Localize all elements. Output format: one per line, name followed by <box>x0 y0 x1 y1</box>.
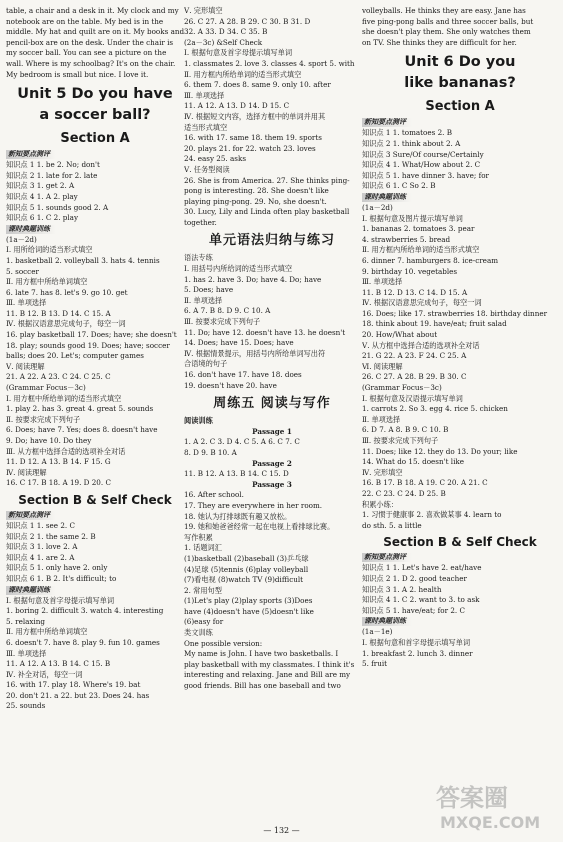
text-line: 知识点 6 1. C So 2. B <box>362 181 436 191</box>
column-left <box>6 6 184 712</box>
text-line: notebook are on the table. My bed is in the <box>6 16 164 26</box>
text-line: Ⅲ. 按要求完成下列句子 <box>184 317 261 327</box>
knowledge-list-b <box>6 521 184 585</box>
text-line: 6. Does; have 7. Yes; does 8. doesn't have <box>6 425 158 435</box>
text-line: (Grammar Focus－3c) <box>362 383 442 393</box>
text-line: Ⅰ. 用所给词的适当形式填空 <box>6 245 93 255</box>
text-line: 11. Do; have 12. doesn't have 13. he doesn't <box>184 327 346 337</box>
text-line: My name is John. I have two basketballs. I <box>184 649 339 659</box>
tag-practice-right: 课时典题训练 <box>362 193 412 202</box>
text-line: 21. G 22. A 23. F 24. C 25. A <box>362 351 467 361</box>
text-line: (2a－3c) &Self Check <box>184 37 263 47</box>
text-line: 21. A 22. A 23. C 24. C 25. C <box>6 372 111 382</box>
text-line: Ⅳ. 根据汉语意思完成句子，每空一词 <box>6 319 126 329</box>
text-line: Ⅰ. 根据句意及首字母提示填写单词 <box>184 48 293 58</box>
tag-knowledge-b-right: 新知要点测评 <box>362 553 412 562</box>
text-line: 合语境的句子 <box>184 359 228 369</box>
text-line: (7)看电视 (8)watch TV (9)difficult <box>184 575 304 585</box>
text-line: 知识点 1 1. Let's have 2. eat/have <box>362 563 482 573</box>
text-line: (1a－1e) <box>362 627 393 637</box>
text-line: Ⅱ. 用方框中所给单词填空 <box>6 627 88 637</box>
text-line: 16. with 17. same 18. them 19. sports <box>184 133 322 143</box>
top-list <box>184 6 360 228</box>
text-line: 1. 话题词汇 <box>184 543 222 553</box>
text-line: play basketball with my classmates. I think it's <box>184 659 355 669</box>
text-line: 知识点 4 1. C 2. want to 3. to ask <box>362 595 480 605</box>
text-line: Ⅰ. 根据句意和首字母提示填写单词 <box>362 637 471 647</box>
text-line: 知识点 1 1. tomatoes 2. B <box>362 128 453 138</box>
practice-list-b <box>6 596 184 713</box>
text-line: 18. 她认为打排球既有趣又放松。 <box>184 511 292 521</box>
watermark-domain: MXQE.COM <box>440 813 541 832</box>
text-line: 知识点 5 1. sounds good 2. A <box>6 202 109 212</box>
text-line: 25. sounds <box>6 701 46 711</box>
unit5-title-line1: Unit 5 Do you have <box>17 86 173 103</box>
text-line: Ⅲ. 单项选择 <box>6 298 47 308</box>
text-line: 16. don't have 17. have 18. does <box>184 370 302 379</box>
text-line: 11. A 12. A 13. B 14. C 15. B <box>6 659 111 669</box>
text-line: 6. D 7. A 8. B 9. C 10. B <box>362 425 449 435</box>
text-line: Ⅵ. 阅读理解 <box>362 361 403 371</box>
text-line: on TV. She thinks they are difficult for her. <box>362 37 517 47</box>
text-line: 适当形式填空 <box>184 122 228 132</box>
text-line: 知识点 5 1. only have 2. only <box>6 563 108 573</box>
passage2-heading: Passage 2 <box>252 458 292 468</box>
text-line: Ⅴ. 完形填空 <box>184 6 223 15</box>
text-line: Ⅰ. 根据句意及汉语提示填写单词 <box>362 393 463 403</box>
text-line: 22. C 23. C 24. D 25. B <box>362 488 446 498</box>
text-line: 知识点 6 1. C 2. play <box>6 213 79 223</box>
knowledge-list <box>6 160 184 224</box>
text-line: 6. A 7. B 8. D 9. C 10. A <box>184 306 271 316</box>
text-line: 知识点 3 1. A 2. health <box>362 584 442 594</box>
text-line: 积累小练： <box>362 499 398 509</box>
text-line: 知识点 2 1. the same 2. B <box>6 531 96 541</box>
text-line: Ⅳ. 根据短文内容，选择方框中的单词并用其 <box>184 111 326 121</box>
text-line: Ⅲ. 单项选择 <box>6 648 47 658</box>
text-line: 11. B 12. B 13. D 14. C 15. A <box>6 308 111 318</box>
reading-heading: 阅读训练 <box>184 416 213 426</box>
text-line: 16. play basketball 17. Does; have; she doesn't <box>6 330 177 340</box>
text-line: (6)easy for <box>184 617 224 627</box>
text-line: Ⅴ. 从方框中选择合适的选项补全对话 <box>362 340 480 350</box>
text-line: 6. doesn't 7. have 8. play 9. fun 10. games <box>6 637 160 647</box>
watermark-logo <box>432 776 556 836</box>
unit5-title <box>6 84 184 126</box>
text-line: Ⅳ. 阅读理解 <box>6 467 47 477</box>
unit6-title-line1: Unit 6 Do you <box>404 54 516 71</box>
tag-practice-b-right: 课时典题训练 <box>362 617 412 626</box>
text-line: 知识点 3 1. love 2. A <box>6 542 78 552</box>
text-line: Ⅰ. 根据句意及图片提示填写单词 <box>362 213 463 223</box>
text-line: 知识点 6 1. B 2. It's difficult; to <box>6 573 117 583</box>
text-line: table, a chair and a desk in it. My clock and my <box>6 6 179 15</box>
text-line: 18. play; sounds good 19. Does; have; soccer <box>6 340 170 350</box>
text-line: 26. C 27. A 28. B 29. C 30. B 31. D <box>184 16 311 26</box>
tag-practice-b: 课时典题训练 <box>6 586 56 595</box>
text-line: middle. My hat and quilt are on it. My books and <box>6 27 184 37</box>
text-line: 知识点 1 1. be 2. No; don't <box>6 160 100 170</box>
text-line: 知识点 2 1. D 2. good teacher <box>362 573 467 583</box>
text-line: my soccer ball. You can see a picture on the <box>6 48 167 58</box>
text-line: (1a－2d) <box>6 234 37 244</box>
text-line: Ⅲ. 从方框中选择合适的选项补全对话 <box>6 446 126 456</box>
text-line: 1. carrots 2. So 3. egg 4. rice 5. chicken <box>362 404 508 414</box>
text-line: 1. has 2. have 3. Do; have 4. Do; have <box>184 274 322 284</box>
text-line: five ping-pong balls and three soccer balls, but <box>362 16 534 26</box>
text-line: 6. dinner 7. hamburgers 8. ice-cream <box>362 255 499 265</box>
text-line: (1)basketball (2)baseball (3)乒乓球 <box>184 553 309 563</box>
text-line: Ⅱ. 用方框内所给单词的适当形式填空 <box>184 69 302 79</box>
text-line: have (4)doesn't have (5)doesn't like <box>184 606 314 616</box>
text-line: Ⅰ. 根据句意及首字母提示填写单词 <box>6 595 115 605</box>
text-line: Ⅳ. 完形填空 <box>362 467 403 477</box>
section-b-heading: Section B & Self Check <box>18 492 172 507</box>
text-line: Ⅲ. 单项选择 <box>362 277 403 287</box>
text-line: One possible version: <box>184 638 263 648</box>
tag-knowledge-right: 新知要点测评 <box>362 118 412 127</box>
section-a-heading-right: Section A <box>425 99 495 115</box>
text-line: 5. fruit <box>362 659 388 669</box>
text-line: Ⅲ. 单项选择 <box>184 90 225 100</box>
text-line: 1. 习惯于健康事 2. 喜欢做某事 4. learn to <box>362 510 502 520</box>
unit6-title <box>362 52 558 94</box>
text-line: 16. C 17. B 18. A 19. D 20. C <box>6 478 111 488</box>
text-line: 写作积累 <box>184 532 213 542</box>
text-line: 1. bananas 2. tomatoes 3. pear <box>362 224 475 234</box>
text-line: volleyballs. He thinks they are easy. Jane has <box>362 6 526 15</box>
text-line: 14. Does; have 15. Does; have <box>184 338 294 348</box>
text-line: Ⅳ. 根据情景提示，用括号内所给单词写出符 <box>184 348 326 358</box>
text-line: My bedroom is small but nice. I love it. <box>6 69 149 79</box>
practice-list <box>6 235 184 489</box>
text-line: 1. play 2. has 3. great 4. great 5. sounds <box>6 404 154 414</box>
text-line: good friends. Bill has one baseball and two <box>184 681 341 691</box>
text-line: do sth. 5. a little <box>362 520 422 530</box>
text-line: 11. B 12. A 13. B 14. C 15. D <box>184 469 289 479</box>
text-line: 知识点 2 1. late for 2. late <box>6 170 98 180</box>
text-line: together. <box>184 217 217 227</box>
text-line: Ⅲ. 按要求完成下列句子 <box>362 436 439 445</box>
text-line: Ⅱ. 用方框中所给单词填空 <box>6 277 88 287</box>
text-line: 知识点 3 1. get 2. A <box>6 181 75 191</box>
text-line: 知识点 1 1. see 2. C <box>6 520 75 530</box>
practice-list-right <box>362 203 558 531</box>
unit-review-heading: 单元语法归纳与练习 <box>208 233 335 249</box>
text-line: 32. A 33. D 34. C 35. B <box>184 27 268 37</box>
unit6-title-line2: like bananas? <box>404 75 516 92</box>
text-line: 知识点 4 1. A 2. play <box>6 191 78 201</box>
text-line: Ⅳ. 根据汉语意思完成句子，每空一词 <box>362 298 482 308</box>
text-line: 类文训练 <box>184 628 213 638</box>
section-a-heading: Section A <box>60 131 130 147</box>
text-line: Ⅱ. 单项选择 <box>184 295 223 305</box>
text-line: 1. basketball 2. volleyball 3. hats 4. tennis <box>6 255 160 265</box>
text-line: 知识点 2 1. think about 2. A <box>362 138 461 148</box>
text-line: 16. with 17. play 18. Where's 19. bat <box>6 680 141 690</box>
text-line: 9. birthday 10. vegetables <box>362 266 458 276</box>
text-line: interesting and relaxing. Jane and Bill are my <box>184 670 351 680</box>
text-line: 11. D 12. A 13. B 14. F 15. G <box>6 457 111 467</box>
text-line: Ⅱ. 用方框内所给单词的适当形式填空 <box>362 245 480 255</box>
text-line: 11. Does; like 12. they do 13. Do your; like <box>362 446 518 456</box>
text-line: 16. B 17. B 18. A 19. C 20. A 21. C <box>362 478 488 488</box>
text-line: 1. classmates 2. love 3. classes 4. sport 5. with <box>184 58 355 68</box>
text-line: 11. A 12. A 13. D 14. D 15. C <box>184 101 290 111</box>
text-line: 4. strawberries 5. bread <box>362 234 451 244</box>
text-line: 5. soccer <box>6 266 39 276</box>
practice-list-b-right <box>362 627 558 669</box>
review-list <box>184 253 360 391</box>
text-line: 17. They are everywhere in her room. <box>184 500 323 510</box>
tag-practice: 课时典题训练 <box>6 225 56 234</box>
text-line: (Grammar Focus－3c) <box>6 383 86 393</box>
text-line: 5. relaxing <box>6 616 45 626</box>
text-line: 知识点 3 Sure/Of course/Certainly <box>362 149 484 159</box>
intro-text <box>6 6 184 80</box>
section-b-heading-right: Section B & Self Check <box>383 535 537 550</box>
text-line: 30. Lucy, Lily and Linda often play basketball <box>184 207 350 217</box>
text-line: 16. Does; like 17. strawberries 18. birthday dinner <box>362 308 548 318</box>
text-line: 9. Do; have 10. Do they <box>6 436 92 445</box>
text-line: 语法专练 <box>184 253 213 263</box>
text-line: 19. doesn't have 20. have <box>184 380 277 390</box>
column-middle <box>184 6 360 692</box>
text-line: 16. After school. <box>184 490 244 500</box>
column-right <box>362 6 558 670</box>
page-number: — 132 — <box>263 826 300 835</box>
passage3-answers <box>184 490 360 532</box>
text-line: she doesn't play them. She only watches them <box>362 27 531 37</box>
passage2-answers <box>184 469 360 480</box>
text-line: 6. late 7. has 8. let's 9. go 10. get <box>6 287 128 297</box>
text-line: 1. breakfast 2. lunch 3. dinner <box>362 648 473 658</box>
text-line: 26. C 27. A 28. B 29. B 30. C <box>362 372 467 382</box>
text-line: 知识点 5 1. have/eat; for 2. C <box>362 605 465 615</box>
text-line: Ⅱ. 单项选择 <box>362 414 401 424</box>
text-line: Ⅰ. 用括号内所给词的适当形式填空 <box>184 264 293 274</box>
text-line: 19. 她和她爸爸经常一起在电视上看排球比赛。 <box>184 522 335 532</box>
passage1-heading: Passage 1 <box>252 426 292 436</box>
tag-knowledge: 新知要点测评 <box>6 150 56 159</box>
text-line: 知识点 5 1. have dinner 3. have; for <box>362 170 489 180</box>
text-line: 1. A 2. C 3. D 4. C 5. A 6. C 7. C <box>184 437 300 447</box>
text-line: 20. plays 21. for 22. watch 23. loves <box>184 143 316 153</box>
unit5-title-line2: a soccer ball? <box>39 107 151 124</box>
top-list-right <box>362 6 558 48</box>
text-line: (1)Let's play (2)play sports (3)Does <box>184 596 313 606</box>
passage3-heading: Passage 3 <box>252 479 292 489</box>
text-line: 知识点 4 1. are 2. A <box>6 552 75 562</box>
text-line: Ⅰ. 用方框中所给单词的适当形式填空 <box>6 393 122 403</box>
text-line: 20. don't 21. a 22. but 23. Does 24. has <box>6 690 150 700</box>
text-line: 14. What do 15. doesn't like <box>362 457 464 467</box>
text-line: Ⅳ. 补全对话，每空一词 <box>6 669 83 679</box>
text-line: pong is interesting. 28. She doesn't like <box>184 186 329 196</box>
writing-list <box>184 533 360 692</box>
text-line: 26. She is from America. 27. She thinks ping- <box>184 175 350 185</box>
text-line: Ⅱ. 按要求完成下列句子 <box>6 414 81 424</box>
text-line: balls; does 20. Let's; computer games <box>6 351 144 361</box>
text-line: 11. B 12. D 13. C 14. D 15. A <box>362 287 468 297</box>
text-line: 20. How/What about <box>362 330 438 340</box>
text-line: playing ping-pong. 29. No, she doesn't. <box>184 196 327 206</box>
text-line: 18. think about 19. have/eat; fruit salad <box>362 319 507 329</box>
text-line: 5. Does; have <box>184 285 234 295</box>
text-line: 24. easy 25. asks <box>184 154 247 164</box>
text-line: 6. them 7. does 8. same 9. only 10. after <box>184 80 331 90</box>
text-line: (1a－2d) <box>362 202 393 212</box>
text-line: 2. 常用句型 <box>184 585 222 595</box>
text-line: Ⅴ. 阅读理解 <box>6 361 45 371</box>
text-line: (4)足球 (5)tennis (6)play volleyball <box>184 564 309 574</box>
passage1-answers <box>184 437 360 458</box>
text-line: Ⅴ. 任务型阅读 <box>184 164 230 174</box>
text-line: wall. Where is my schoolbag? It's on the chair. <box>6 58 176 68</box>
watermark-mark: 答案圈 <box>436 784 508 812</box>
tag-knowledge-b: 新知要点测评 <box>6 511 56 520</box>
text-line: 8. D 9. B 10. A <box>184 447 237 457</box>
text-line: 知识点 4 1. What/How about 2. C <box>362 160 481 170</box>
text-line: pencil-box are on the desk. Under the chair is <box>6 37 174 47</box>
knowledge-list-b-right <box>362 563 558 616</box>
week-heading: 周练五 阅读与写作 <box>213 396 331 412</box>
text-line: 1. boring 2. difficult 3. watch 4. interesting <box>6 606 164 616</box>
knowledge-list-right <box>362 128 558 192</box>
